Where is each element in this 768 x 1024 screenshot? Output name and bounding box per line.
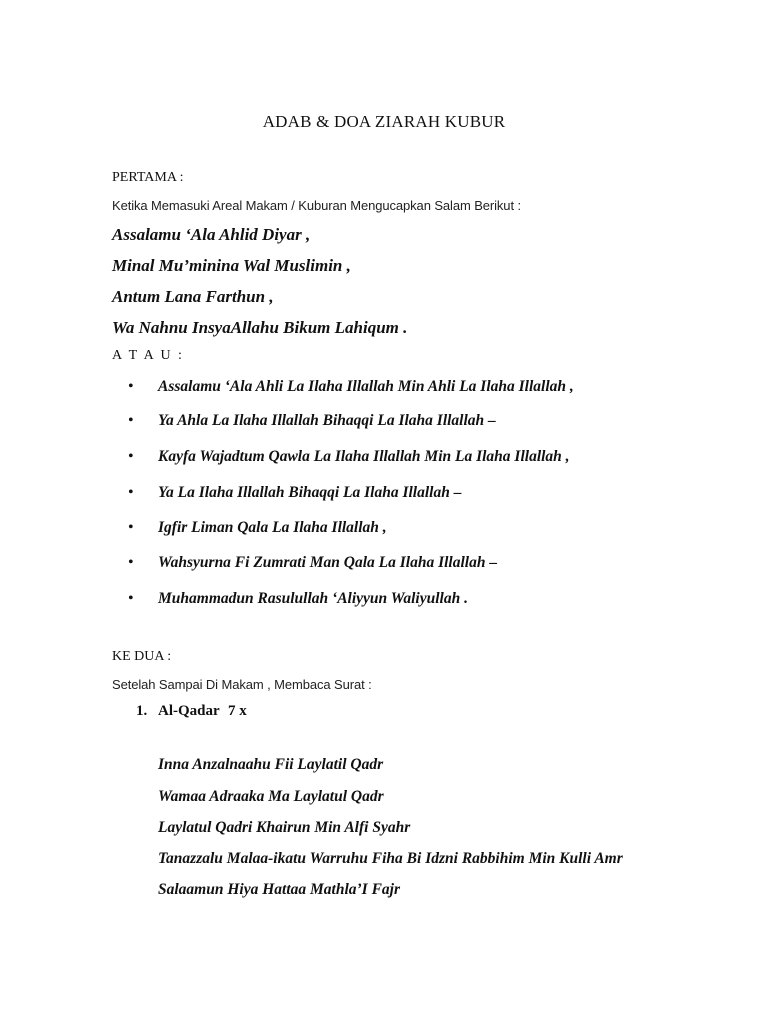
list-item bbox=[128, 484, 461, 502]
bullet-icon: • bbox=[128, 590, 134, 607]
list-item bbox=[128, 590, 468, 608]
salam-line: Wa Nahnu InsyaAllahu Bikum Lahiqum . bbox=[112, 318, 408, 337]
list-item-text: Wahsyurna Fi Zumrati Man Qala La Ilaha Illallah – bbox=[158, 554, 498, 571]
list-item bbox=[128, 378, 574, 396]
repeat-count: 7 x bbox=[228, 703, 247, 719]
item-number: 1. bbox=[136, 703, 148, 719]
surah-name: Al-Qadar bbox=[158, 703, 220, 719]
verse-line: Tanazzalu Malaa-ikatu Warruhu Fiha Bi Idzni Rabbihim Min Kulli Amr bbox=[158, 850, 623, 867]
salam-line: Minal Mu’minina Wal Muslimin , bbox=[112, 256, 351, 275]
bullet-icon: • bbox=[128, 412, 134, 429]
verse-line: Laylatul Qadri Khairun Min Alfi Syahr bbox=[158, 819, 411, 836]
list-item-text: Kayfa Wajadtum Qawla La Ilaha Illallah Min La Ilaha Illallah , bbox=[158, 448, 570, 465]
bullet-icon: • bbox=[128, 484, 134, 501]
numbered-item bbox=[136, 703, 247, 720]
bullet-icon: • bbox=[128, 519, 134, 536]
list-item-text: Ya La Ilaha Illallah Bihaqqi La Ilaha Illallah – bbox=[158, 484, 462, 501]
list-item-text: Igfir Liman Qala La Ilaha Illallah , bbox=[158, 519, 387, 536]
verse-line: Wamaa Adraaka Ma Laylatul Qadr bbox=[158, 788, 384, 805]
section-instruction: Setelah Sampai Di Makam , Membaca Surat : bbox=[112, 677, 372, 692]
list-item-text: Ya Ahla La Ilaha Illallah Bihaqqi La Ilaha Illallah – bbox=[158, 412, 496, 429]
list-item-text: Assalamu ‘Ala Ahli La Ilaha Illallah Min Ahli La Ilaha Illallah , bbox=[158, 378, 574, 395]
section-instruction: Ketika Memasuki Areal Makam / Kuburan Mengucapkan Salam Berikut : bbox=[112, 198, 521, 213]
section-heading-ke-dua: KE DUA : bbox=[112, 649, 172, 664]
list-item bbox=[128, 412, 496, 430]
list-item bbox=[128, 519, 387, 537]
atau-label: A T A U : bbox=[112, 348, 184, 363]
document-title: ADAB & DOA ZIARAH KUBUR bbox=[262, 112, 506, 131]
bullet-icon: • bbox=[128, 554, 134, 571]
section-heading-pertama: PERTAMA : bbox=[112, 170, 184, 185]
verse-line: Salaamun Hiya Hattaa Mathla’I Fajr bbox=[158, 881, 401, 898]
list-item bbox=[128, 448, 570, 466]
salam-line: Assalamu ‘Ala Ahlid Diyar , bbox=[112, 225, 311, 244]
list-item bbox=[128, 554, 497, 572]
salam-line: Antum Lana Farthun , bbox=[112, 287, 274, 306]
list-item-text: Muhammadun Rasulullah ‘Aliyyun Waliyullah . bbox=[158, 590, 468, 607]
bullet-icon: • bbox=[128, 448, 134, 465]
bullet-icon: • bbox=[128, 378, 134, 395]
verse-line: Inna Anzalnaahu Fii Laylatil Qadr bbox=[158, 756, 384, 773]
